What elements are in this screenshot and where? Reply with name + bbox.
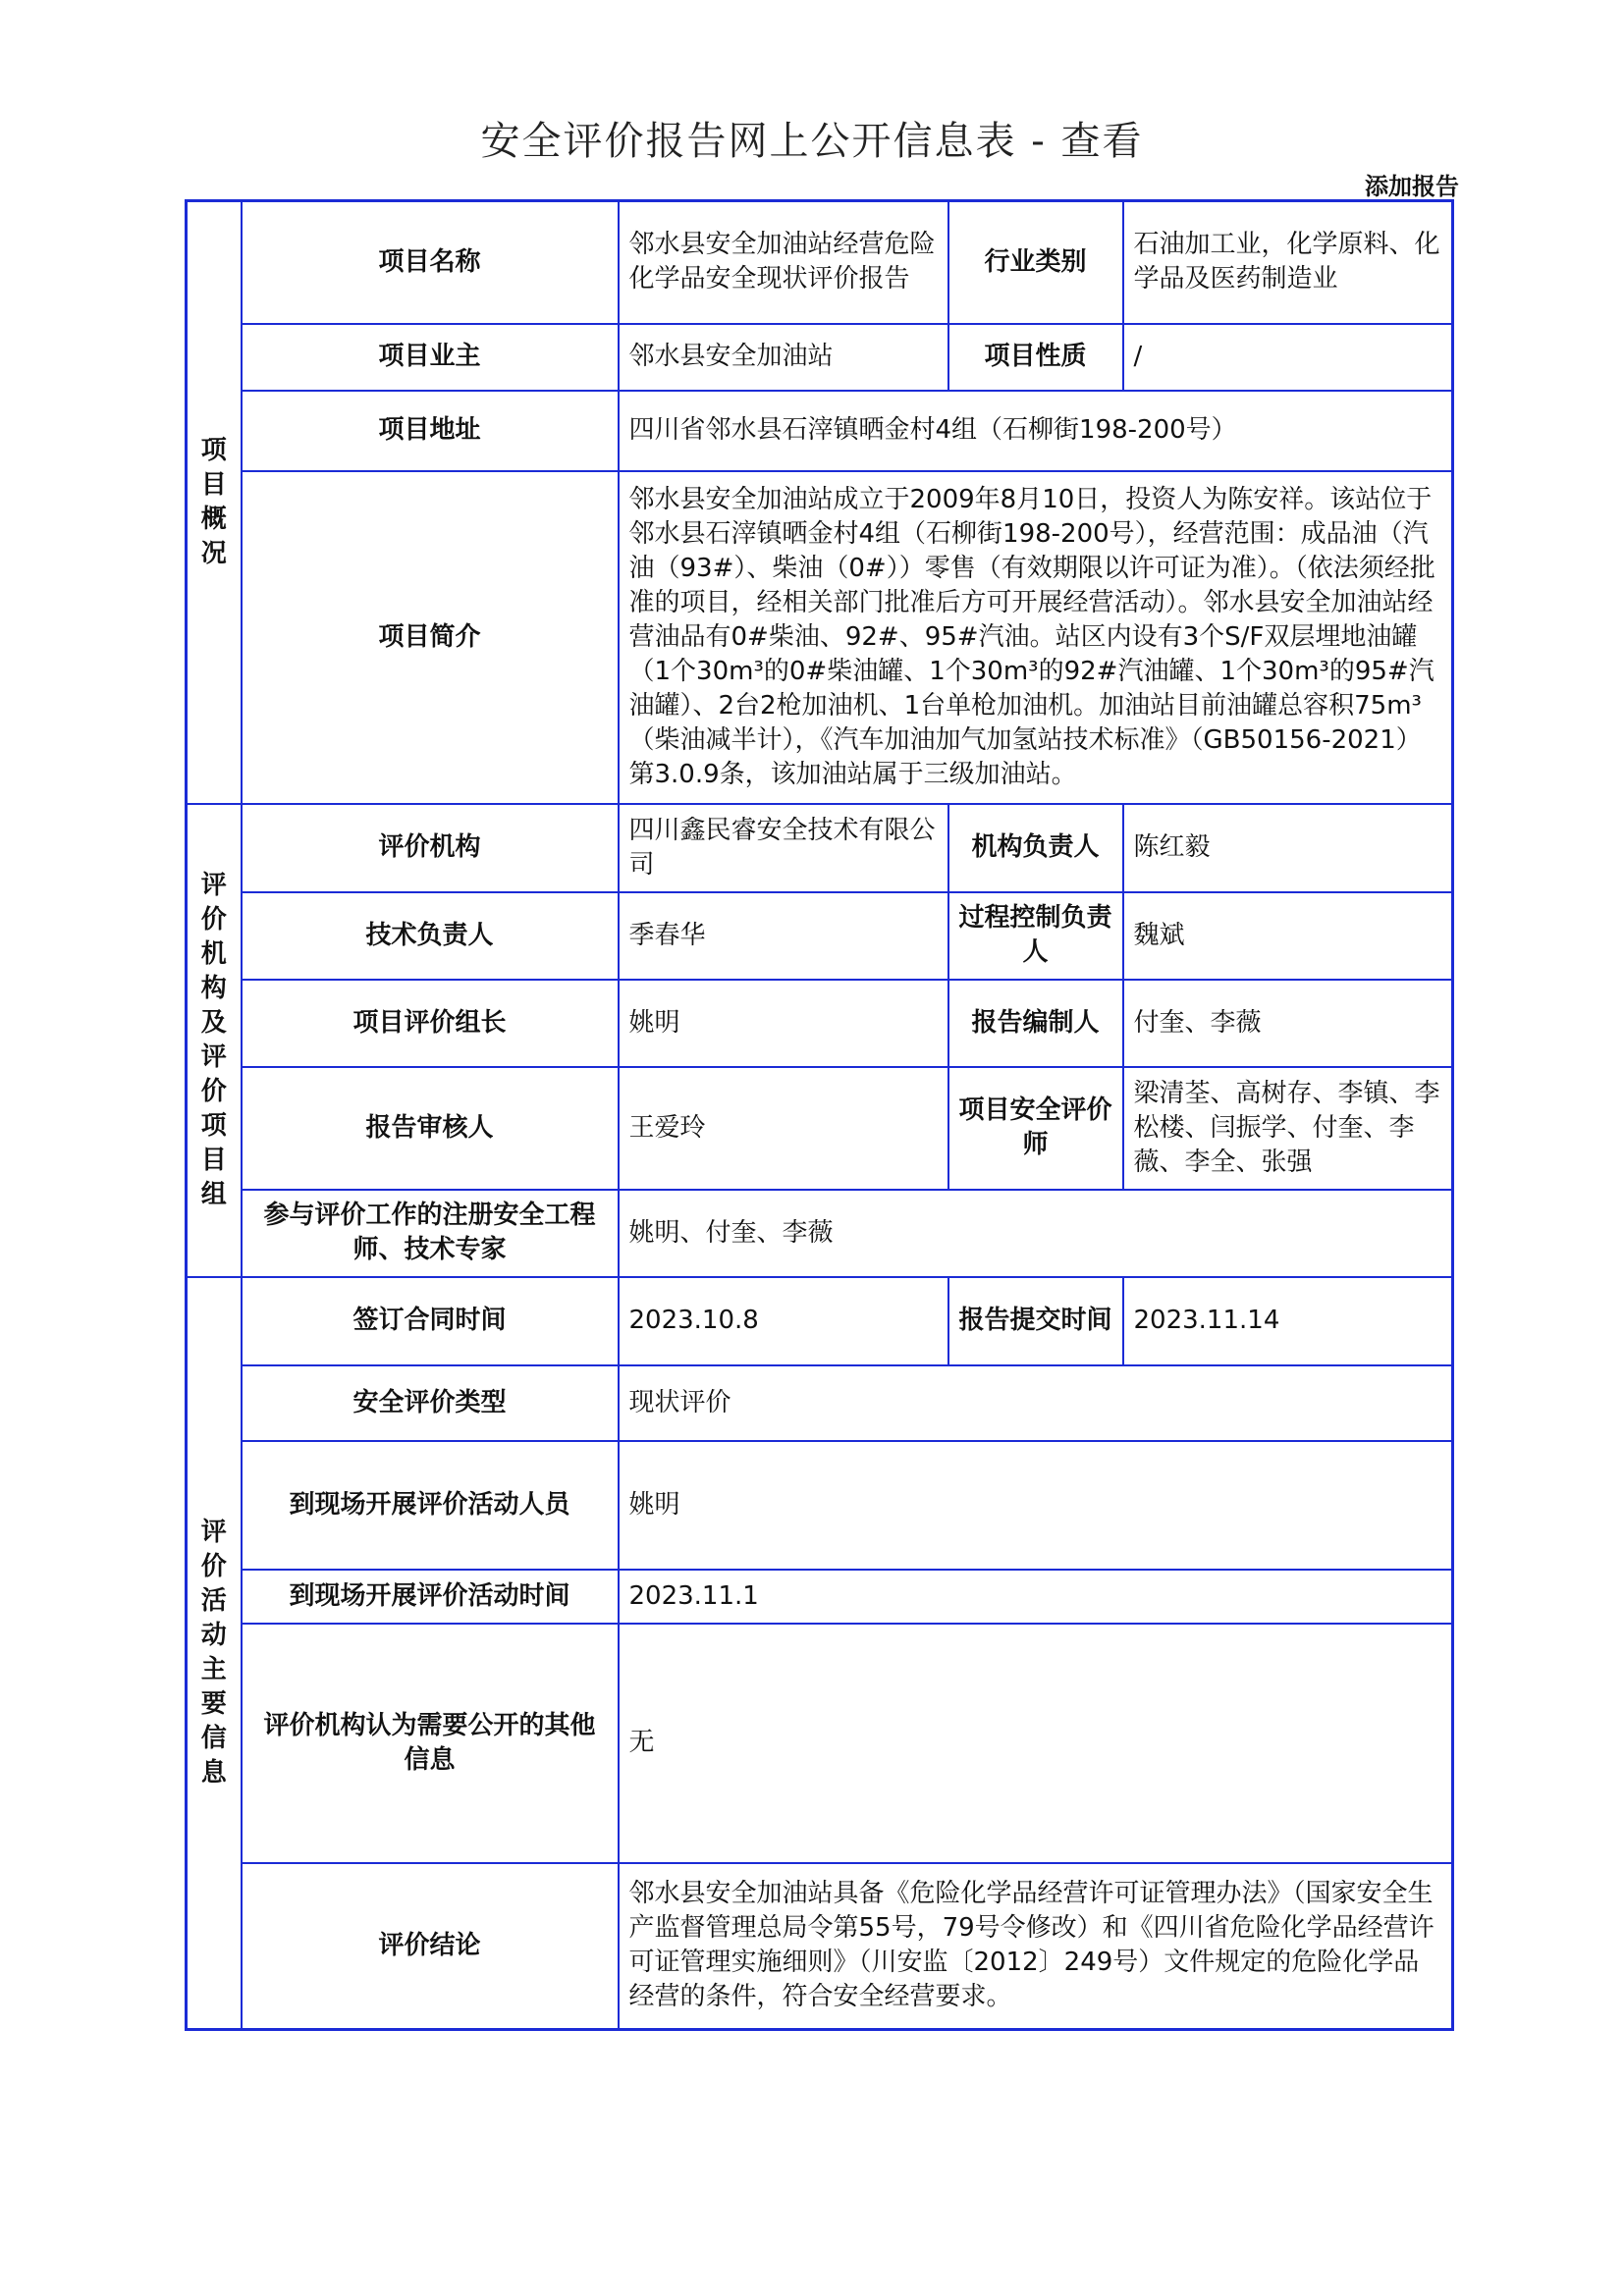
section-org: 评 价 机 构 及 评 价 项 目 组 — [187, 804, 242, 1277]
intro-value: 邻水县安全加油站成立于2009年8月10日，投资人为陈安祥。该站位于邻水县石滓镇晒金村4组（石柳街198-200号），经营范围：成品油（汽油（93#）、柴油（0#））零售（有效期限以许可证为准）。（依法须经批准的项目，经相关部门批准后方可开展经营活动）。邻水县安全加油站经营油品有0#柴油、92#、95#汽油。站区内设有3个S/F双层埋地油罐（1个30m³的0#柴油罐、1个30m³的92#汽油罐、1个30m³的95#汽油罐）、2台2枪加油机、1台单枪加油机。加油站目前油罐总容积75m³（柴油减半计），《汽车加油加气加氢站技术标准》（GB50156-2021）第3.0.9条，该加油站属于三级加油站。 — [619, 471, 1453, 804]
tech-head-value: 季春华 — [619, 892, 948, 980]
org-value: 四川鑫民睿安全技术有限公司 — [619, 804, 948, 892]
owner-value: 邻水县安全加油站 — [619, 324, 948, 391]
owner-label: 项目业主 — [242, 324, 619, 391]
reviewer-label: 报告审核人 — [242, 1067, 619, 1190]
eval-type-label: 安全评价类型 — [242, 1365, 619, 1441]
team-leader-value: 姚明 — [619, 980, 948, 1067]
other-info-value: 无 — [619, 1624, 1453, 1863]
section-overview: 项 目 概 况 — [187, 201, 242, 804]
industry-label: 行业类别 — [948, 201, 1123, 324]
nature-value: / — [1123, 324, 1453, 391]
page-title: 安全评价报告网上公开信息表 - 查看 — [480, 119, 1144, 164]
submit-time-label: 报告提交时间 — [948, 1277, 1123, 1365]
evaluators-label: 项目安全评价师 — [948, 1067, 1123, 1190]
intro-label: 项目简介 — [242, 471, 619, 804]
eval-type-value: 现状评价 — [619, 1365, 1453, 1441]
team-leader-label: 项目评价组长 — [242, 980, 619, 1067]
conclusion-label: 评价结论 — [242, 1863, 619, 2030]
project-name-label: 项目名称 — [242, 201, 619, 324]
engineers-value: 姚明、付奎、李薇 — [619, 1190, 1453, 1277]
tech-head-label: 技术负责人 — [242, 892, 619, 980]
org-label: 评价机构 — [242, 804, 619, 892]
contract-time-value: 2023.10.8 — [619, 1277, 948, 1365]
evaluators-value: 梁清荃、高树存、李镇、李松楼、闫振学、付奎、李薇、李全、张强 — [1123, 1067, 1453, 1190]
conclusion-value: 邻水县安全加油站具备《危险化学品经营许可证管理办法》（国家安全生产监督管理总局令第55号，79号令修改）和《四川省危险化学品经营许可证管理实施细则》（川安监〔2012〕249号）文件规定的危险化学品经营的条件，符合安全经营要求。 — [619, 1863, 1453, 2030]
engineers-label: 参与评价工作的注册安全工程师、技术专家 — [242, 1190, 619, 1277]
industry-value: 石油加工业，化学原料、化学品及医药制造业 — [1123, 201, 1453, 324]
org-head-value: 陈红毅 — [1123, 804, 1453, 892]
report-writer-label: 报告编制人 — [948, 980, 1123, 1067]
other-info-label: 评价机构认为需要公开的其他信息 — [242, 1624, 619, 1863]
project-name-value: 邻水县安全加油站经营危险化学品安全现状评价报告 — [619, 201, 948, 324]
submit-time-value: 2023.11.14 — [1123, 1277, 1453, 1365]
onsite-time-label: 到现场开展评价活动时间 — [242, 1570, 619, 1624]
info-table — [185, 199, 1454, 2031]
address-label: 项目地址 — [242, 391, 619, 471]
add-report-link[interactable]: 添加报告 — [1365, 173, 1459, 200]
org-head-label: 机构负责人 — [948, 804, 1123, 892]
section-activity: 评 价 活 动 主 要 信 息 — [187, 1277, 242, 2030]
reviewer-value: 王爱玲 — [619, 1067, 948, 1190]
address-value: 四川省邻水县石滓镇晒金村4组（石柳街198-200号） — [619, 391, 1453, 471]
contract-time-label: 签订合同时间 — [242, 1277, 619, 1365]
process-head-value: 魏斌 — [1123, 892, 1453, 980]
onsite-time-value: 2023.11.1 — [619, 1570, 1453, 1624]
onsite-people-label: 到现场开展评价活动人员 — [242, 1441, 619, 1570]
nature-label: 项目性质 — [948, 324, 1123, 391]
report-writer-value: 付奎、李薇 — [1123, 980, 1453, 1067]
onsite-people-value: 姚明 — [619, 1441, 1453, 1570]
process-head-label: 过程控制负责人 — [948, 892, 1123, 980]
